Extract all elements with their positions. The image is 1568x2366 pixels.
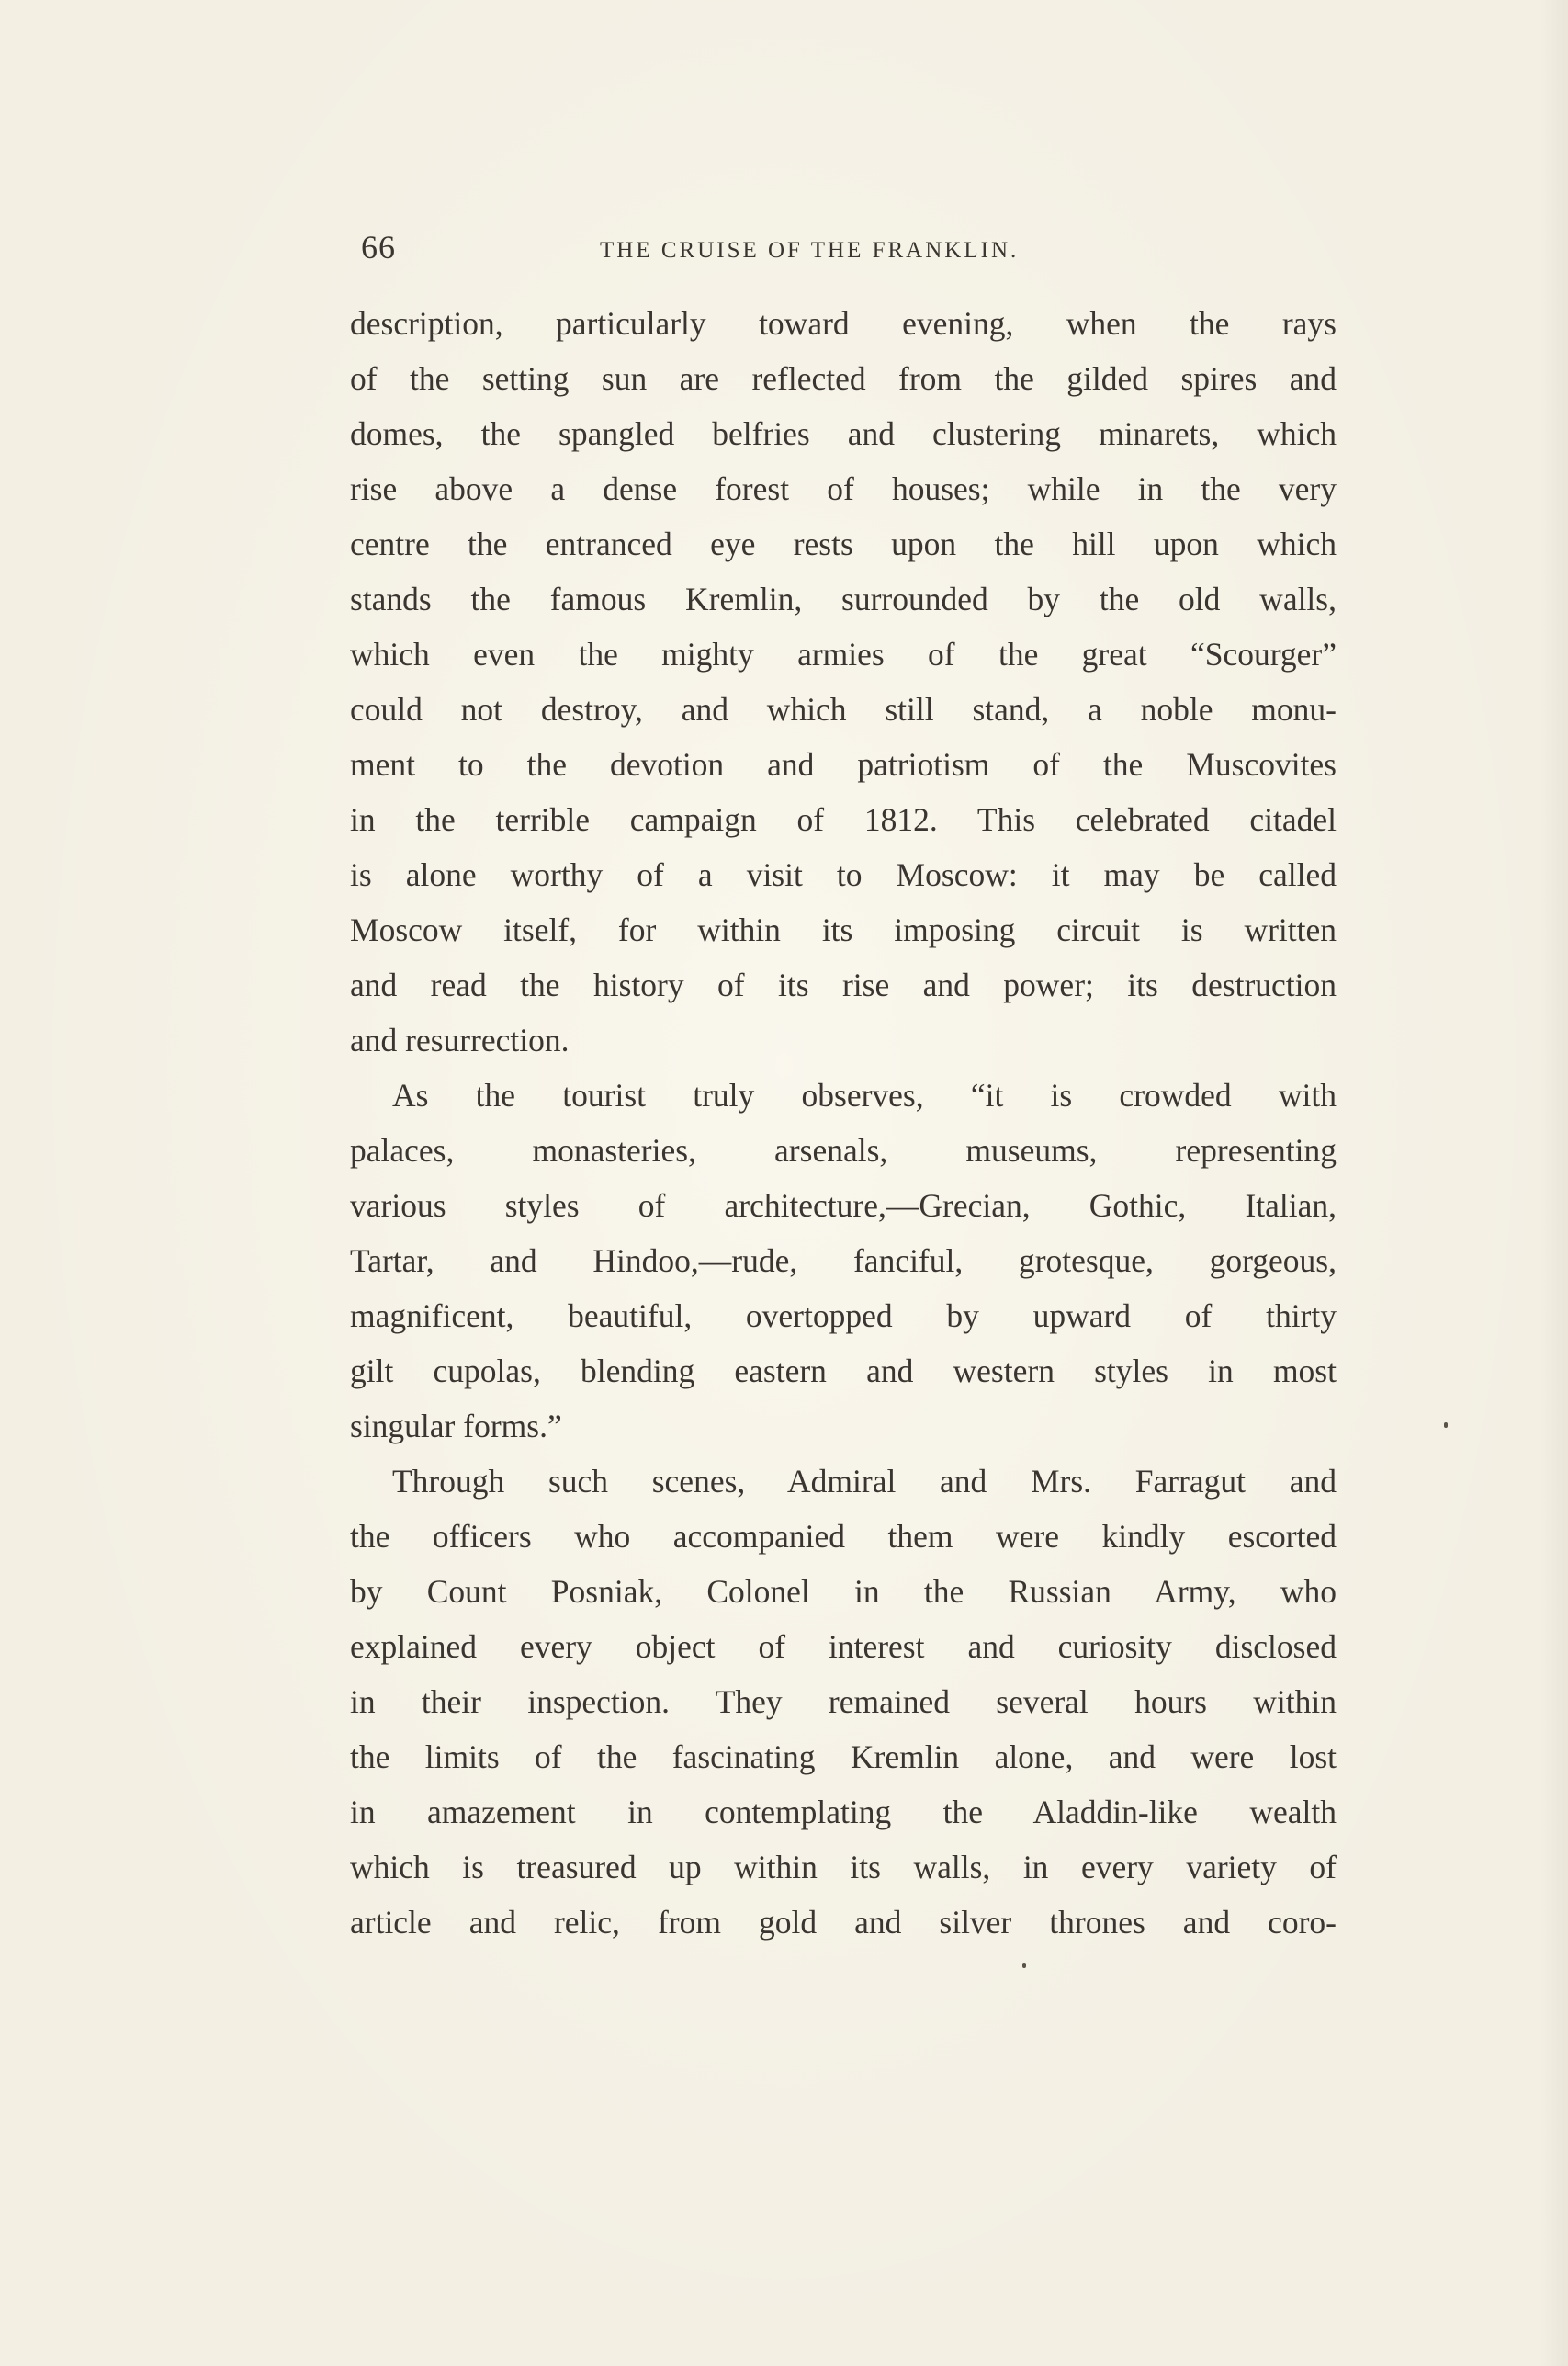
text-line: the officers who accompanied them were kindly escorted xyxy=(350,1518,1337,1555)
text-line: in their inspection. They remained several hours within xyxy=(350,1683,1337,1720)
text-line: ment to the devotion and patriotism of the Muscovites xyxy=(350,746,1337,783)
text-line: is alone worthy of a visit to Moscow: it may be called xyxy=(350,856,1337,893)
text-line: the limits of the fascinating Kremlin alone, and were lost xyxy=(350,1738,1337,1775)
text-line: As the tourist truly observes, “it is crowded with xyxy=(392,1077,1337,1114)
text-line: Moscow itself, for within its imposing circuit is written xyxy=(350,911,1337,948)
text-line: and resurrection. xyxy=(350,1022,570,1058)
page-edge-shadow xyxy=(1540,0,1568,2366)
text-line: article and relic, from gold and silver thrones and coro- xyxy=(350,1904,1337,1941)
text-line: Tartar, and Hindoo,—rude, fanciful, grotesque, gorgeous, xyxy=(350,1242,1337,1279)
text-line: explained every object of interest and curiosity disclosed xyxy=(350,1628,1337,1665)
ink-speck xyxy=(1022,1963,1026,1968)
text-line: in amazement in contemplating the Aladdin-like wealth xyxy=(350,1794,1337,1830)
text-line: various styles of architecture,—Grecian, Gothic, Italian, xyxy=(350,1187,1337,1224)
text-line: centre the entranced eye rests upon the hill upon which xyxy=(350,526,1337,562)
text-line: palaces, monasteries, arsenals, museums, representing xyxy=(350,1132,1337,1169)
text-line: description, particularly toward evening, when the rays xyxy=(350,305,1337,342)
running-head xyxy=(361,225,1338,269)
text-line: Through such scenes, Admiral and Mrs. Farragut and xyxy=(392,1463,1337,1500)
text-line: by Count Posniak, Colonel in the Russian Army, who xyxy=(350,1573,1337,1610)
text-line: and read the history of its rise and power; its destruction xyxy=(350,967,1337,1003)
text-line: gilt cupolas, blending eastern and western styles in most xyxy=(350,1353,1337,1389)
text-line: which even the mighty armies of the great “Scourger” xyxy=(350,636,1337,673)
text-line: stands the famous Kremlin, surrounded by the old walls, xyxy=(350,581,1337,617)
text-line: magnificent, beautiful, overtopped by upward of thirty xyxy=(350,1297,1337,1334)
text-line: rise above a dense forest of houses; while in the very xyxy=(350,470,1337,507)
body-text xyxy=(350,296,1337,1950)
running-title: THE CRUISE OF THE FRANKLIN. xyxy=(600,238,1020,263)
text-line: which is treasured up within its walls, in every variety of xyxy=(350,1849,1337,1885)
text-line: singular forms.” xyxy=(350,1408,562,1444)
text-line: in the terrible campaign of 1812. This celebrated citadel xyxy=(350,801,1337,838)
ink-speck xyxy=(1444,1422,1448,1428)
text-line: of the setting sun are reflected from the gilded spires and xyxy=(350,360,1337,397)
text-line: domes, the spangled belfries and clustering minarets, which xyxy=(350,415,1337,452)
text-line: could not destroy, and which still stand, a noble monu- xyxy=(350,691,1337,728)
page-number: 66 xyxy=(361,229,396,266)
